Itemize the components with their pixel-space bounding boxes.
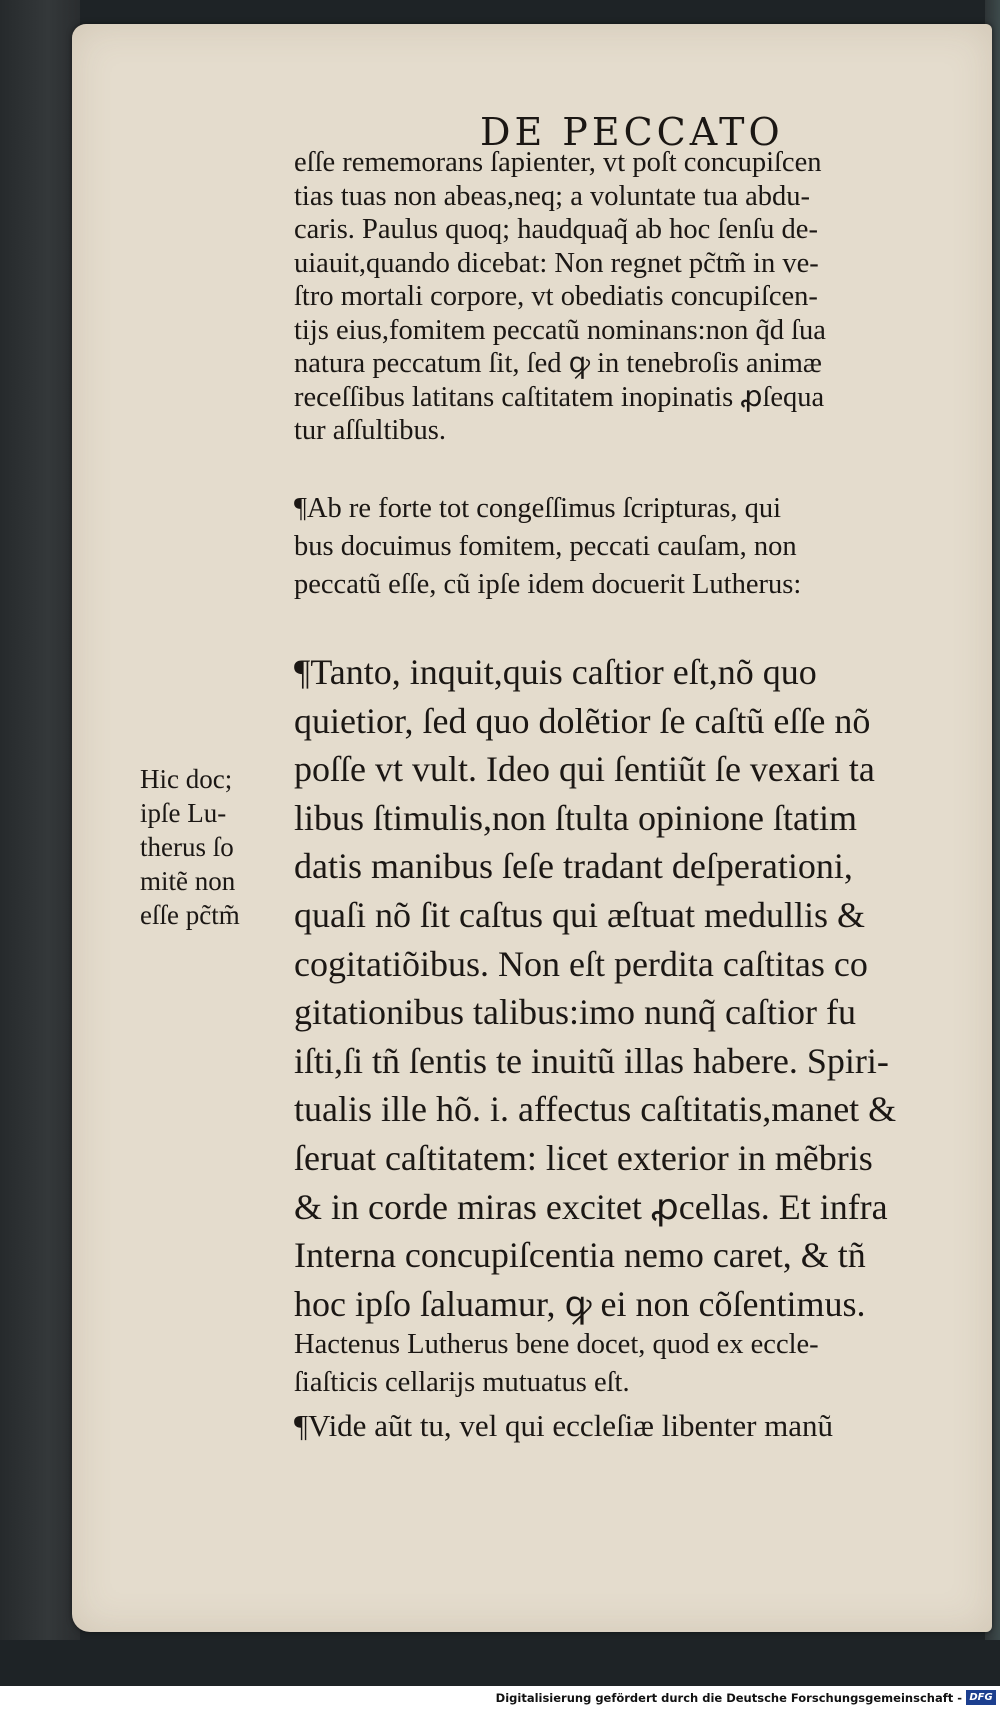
text-line: libus ſtimulis,non ſtulta opinione ſtatim [294, 797, 857, 838]
text-line: cogitatiõibus. Non eſt perdita caſtitas co [294, 943, 868, 984]
text-line: ſtro mortali corpore, vt obediatis concupiſcen- [294, 281, 818, 312]
paragraph-3-quotation [294, 648, 986, 1328]
text-line: tias tuas non abeas,neq; a voluntate tua abdu- [294, 180, 811, 212]
text-line: quietior, ſed quo dolẽtior ſe caſtũ eſſe nõ [294, 700, 871, 741]
adjacent-page-edge [0, 0, 80, 1640]
text-line: tualis ille hõ. i. affectus caſtitatis,manet & [294, 1089, 897, 1130]
running-head: DE PECCATO [480, 110, 784, 154]
text-line: quaſi nõ ſit caſtus qui æſtuat medullis & [294, 894, 865, 935]
text-line: ſeruat caſtitatem: licet exterior in mẽbris [294, 1137, 873, 1178]
funding-credit: Digitalisierung gefördert durch die Deutsche Forschungsgemeinschaft - [495, 1691, 962, 1705]
text-line: ¶Ab re forte tot congeſſimus ſcripturas, qui [294, 493, 782, 524]
marginal-line: eſſe pc̃tm̃ [140, 900, 240, 930]
text-line: eſſe rememorans ſapienter, vt poſt concupiſcen [294, 147, 822, 178]
text-line: natura peccatum ſit, ſed ꝙ in tenebroſis animæ [294, 348, 822, 379]
paragraph-5 [294, 1406, 986, 1446]
text-line: ſiaſticis cellarijs mutuatus eſt. [294, 1367, 630, 1398]
marginal-line: therus ſo [140, 832, 234, 862]
text-line: uiauit,quando dicebat: Non regnet pc̃tm̃ in ve- [294, 247, 819, 279]
text-line: caris. Paulus quoq; haudquaq̃ ab hoc ſenſu de- [294, 214, 818, 245]
book-page [72, 24, 992, 1632]
text-line: ¶Tanto, inquit,quis caſtior eſt,nõ quo [294, 652, 817, 692]
text-line: Hactenus Lutherus bene docet, quod ex eccle- [294, 1329, 819, 1360]
text-line: receſſibus latitans caſtitatem inopinatis ꝓſequa [294, 381, 825, 413]
text-line: ¶Vide aũt tu, vel qui eccleſiæ libenter manũ [294, 1408, 834, 1443]
paragraph-4 [294, 1326, 982, 1402]
text-line: peccatũ eſſe, cũ ipſe idem docuerit Lutherus: [294, 569, 802, 600]
dfg-logo: DFG [966, 1690, 996, 1705]
marginal-line: Hic doc; [140, 764, 233, 794]
text-line: tijs eius,fomitem peccatũ nominans:non q̃d ſua [294, 314, 826, 346]
marginal-note [140, 762, 290, 932]
paragraph-2 [294, 490, 982, 604]
text-line: bus docuimus fomitem, peccati cauſam, non [294, 531, 797, 562]
text-line: datis manibus ſeſe tradant deſperationi, [294, 846, 853, 887]
text-line: gitationibus talibus:imo nunq̃ caſtior fu [294, 992, 856, 1033]
digitization-footer [0, 1686, 1000, 1711]
text-line: Interna concupiſcentia nemo caret, & tñ [294, 1235, 866, 1276]
text-line: poſſe vt vult. Ideo qui ſentiũt ſe vexari ta [294, 749, 875, 790]
text-line: iſti,ſi tñ ſentis te inuitũ illas habere. Spiri- [294, 1040, 889, 1081]
text-line: hoc ipſo ſaluamur, ꝙ ei non cõſentimus. [294, 1283, 866, 1324]
marginal-line: ipſe Lu- [140, 798, 227, 828]
paragraph-1 [294, 146, 982, 448]
text-line: & in corde miras excitet ꝓcellas. Et infra [294, 1186, 888, 1227]
marginal-line: mitẽ non [140, 866, 236, 896]
text-line: tur aſſultibus. [294, 415, 446, 446]
